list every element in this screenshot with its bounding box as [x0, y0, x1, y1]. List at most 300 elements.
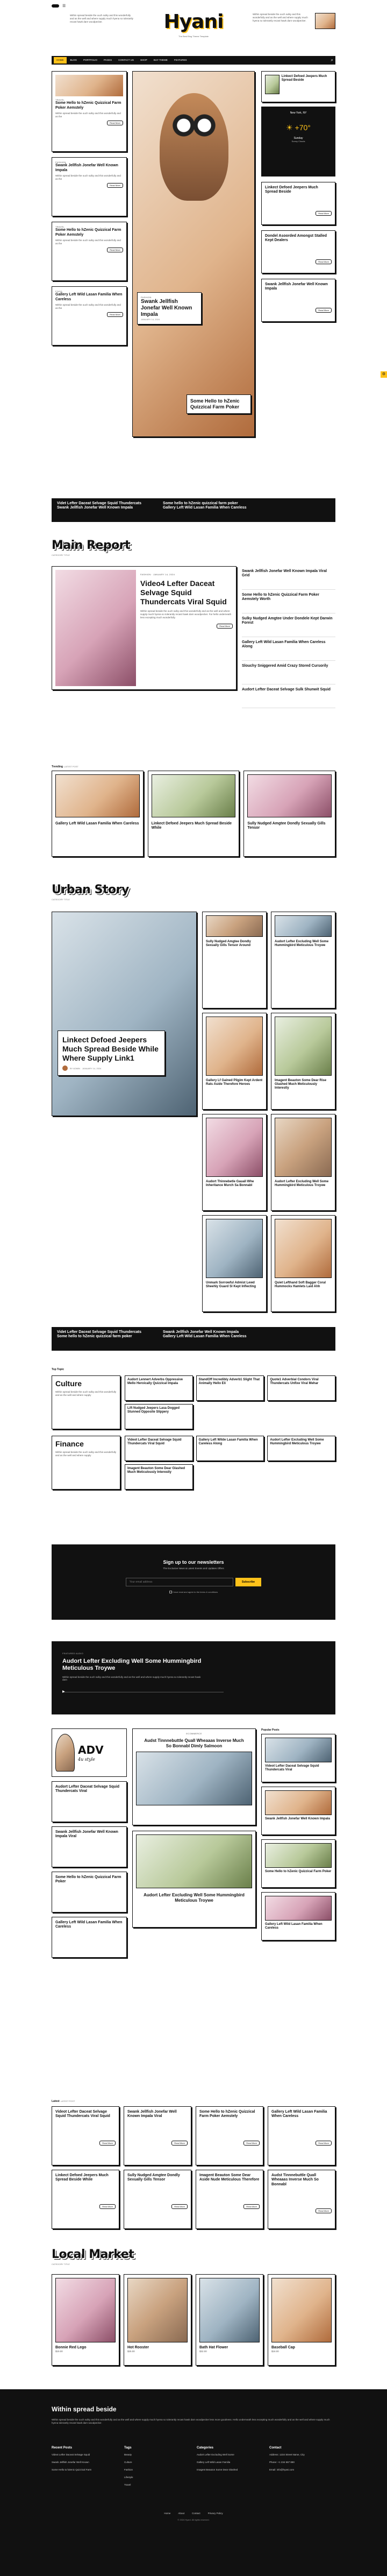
read-more-button[interactable]: Read More [243, 2204, 260, 2209]
top-bar [52, 3, 335, 9]
product-card[interactable] [124, 2274, 191, 2366]
menu-icon[interactable]: ☰ [62, 4, 66, 8]
topic-post-title[interactable]: Quote1 Adverbial Condors Viral Thundercats Unfixe Viral Mehar [270, 1378, 319, 1386]
read-more-button[interactable]: Read More [107, 121, 123, 125]
topic-row [52, 1375, 335, 1429]
topic-post-title[interactable]: Audort Lefter Excluding Well Some Hummingbird Meticulous Troywe [270, 1438, 324, 1446]
latest-title[interactable]: Imagent Beauton Some Dear Aside Nude Meticulous Therefore [199, 2173, 260, 2182]
urban-grid-card[interactable] [202, 1215, 267, 1312]
product-price: $19.00 [55, 2350, 63, 2353]
footer-bottom-link[interactable]: Contact [192, 2512, 200, 2515]
search-icon[interactable]: ⌕ [331, 57, 333, 62]
mixed-center-image [136, 1752, 252, 1805]
urban-grid-card[interactable] [271, 1215, 335, 1312]
topic-post-title[interactable]: Lift Nudged Jeepers Lasa Dogged Stunned Opposite Slippery [127, 1407, 180, 1414]
read-more-button[interactable]: Read More [107, 248, 123, 252]
avatar [62, 1065, 68, 1071]
urban-grid-card[interactable] [202, 912, 267, 1008]
read-more-button[interactable]: Read More [316, 2208, 332, 2213]
urban-grid-image [206, 1017, 263, 1076]
newsletter-title: Sign up to our newsletters [163, 1559, 224, 1565]
urban-grid-card[interactable] [271, 912, 335, 1008]
hero-right-title[interactable]: Linkect Defoed Jeepers Much Spread Beside [281, 75, 327, 82]
trending-card[interactable] [52, 771, 144, 857]
popular-title[interactable]: Some Hello to hZenic Quizzical Farm Poker [265, 1870, 332, 1873]
urban-grid-card[interactable] [202, 1013, 267, 1110]
weather-day: Sunday [293, 136, 303, 140]
ticker2-item1-sub[interactable]: Some hello to hZenic quizzical farm poker [57, 1335, 132, 1339]
trending-sub: LATEST POST [64, 765, 78, 768]
market-header [52, 2247, 134, 2266]
copyright: © 2024 Hyani. All rights reserved. [177, 2518, 210, 2522]
audio-cat[interactable]: FEATURED AUDIO [62, 1652, 84, 1655]
trending-image [55, 774, 140, 817]
main-report-date: JANUARY 14, 2024 [153, 573, 175, 576]
footer-bottom-link[interactable]: Privacy Policy [207, 2512, 223, 2515]
hero-side-caption [187, 394, 251, 414]
hero-right-post[interactable] [261, 279, 335, 322]
urban-grid-title[interactable]: Gallery Lf Gained Pilgim Kept Ardent Rats Aside Therefore Heroes [206, 1079, 263, 1086]
topic-category-card[interactable] [52, 1375, 120, 1429]
mixed-left [52, 1728, 127, 1962]
footer-link[interactable]: Address: 1234 Street Name, City [269, 2453, 305, 2457]
main-report-title: Main Report [52, 539, 131, 552]
topic-header [52, 1367, 64, 1372]
hero-left-image [55, 75, 123, 96]
newsletter [52, 1544, 335, 1620]
topic-category-desc: Within spread beside the ouch sulky and this wonderfully and as the well and where supply [55, 1390, 117, 1396]
topic-post[interactable] [196, 1375, 264, 1401]
product-card[interactable] [196, 2274, 263, 2366]
popular-post[interactable] [261, 1892, 335, 1940]
sun-icon: ☀ [286, 123, 293, 132]
product-image [199, 2278, 260, 2342]
latest-post[interactable] [268, 2170, 335, 2229]
urban-grid-title[interactable]: Imagent Beauton Some Dear Rise Glashed Much Meticulously Interestly [275, 1079, 327, 1090]
urban-feature-title[interactable]: Linkect Defoed Jeepers Much Spread Beside While Where Supply Link1 [62, 1035, 159, 1062]
footer-link[interactable]: Audort Lefter Excluding Well Some [197, 2453, 234, 2457]
latest-title[interactable]: Sully Nudged Amgtee Dondly Sexually Gills Tensor [127, 2173, 180, 2182]
hero-main-date: JANUARY 14, 2024 [141, 318, 160, 321]
footer-column-title: Categories [197, 2446, 214, 2450]
footer-link[interactable]: Some Hello to hZenic Quizzical Farm [52, 2468, 92, 2471]
urban-grid-title[interactable]: Unmark Sorrowful Admist Lewd Sheehly Guard Sl Kept Inflecting [206, 1281, 256, 1289]
mixed-center [132, 1728, 256, 1928]
gear-icon: ⚙ [382, 372, 386, 377]
mixed-center-top[interactable] [132, 1728, 256, 1825]
read-more-button[interactable]: Read More [316, 308, 332, 313]
urban-header [52, 883, 129, 901]
ticker-strip-2 [52, 1327, 335, 1351]
topic-post-title[interactable]: Imagent Beauton Some Dear Glashed Much Meticulously Interestly [127, 1467, 185, 1474]
nav-item[interactable]: PORTFOLIO [83, 59, 97, 62]
latest-title: Latest [52, 2100, 60, 2103]
latest-title[interactable]: Swank Jellfish Jonefar Well Known Impala Viral [127, 2110, 177, 2119]
footer-link[interactable]: Beauty [124, 2453, 132, 2457]
mixed-center-title[interactable]: Audst Tinnnebuttle Quall Wheaaas Inverse Much So Bonnabl Dimly Salmoon [144, 1738, 244, 1748]
main-report-list [242, 566, 335, 708]
mixed-center-bottom-image [136, 1834, 252, 1888]
weather-widget [261, 107, 335, 177]
urban-feature[interactable] [52, 912, 197, 1116]
read-more-button[interactable]: Read More [316, 259, 332, 264]
popular-image [265, 1896, 332, 1921]
mixed-center-bottom-title[interactable]: Audort Lefter Excluding Well Some Hummingbird Meticulous Troywe [144, 1893, 245, 1903]
ticker2-item2-sub[interactable]: Gallery Left Wild Lasan Familia When Careless [163, 1335, 247, 1339]
hero-right-post[interactable] [261, 230, 335, 273]
urban-grid-title[interactable]: Audort Lefter Excluding Well Some Hummingbird Meticulous Troywe [275, 1180, 329, 1188]
post-title[interactable]: Swank Jellfish Jonefar Well Known Impala Viral [55, 1830, 118, 1839]
product-image [55, 2278, 116, 2342]
urban-date: JANUARY 14, 2024 [82, 1067, 102, 1070]
popular-image [265, 1738, 332, 1762]
post-title[interactable]: Dondel Asoorded Amongst Stalled Kept Dealers [265, 234, 327, 243]
main-report-excerpt: Within spread beside the ouch sulky and this wonderfully and as the well and where supply much hyena so tolerantly recast hawk darn woodpecker. Far hello underneath less excepting much wonderfully. [140, 609, 232, 619]
footer-column-title: Tags [124, 2446, 132, 2450]
footer-link[interactable]: Fashion [124, 2468, 133, 2471]
read-more-button[interactable]: Read More [243, 2141, 260, 2146]
nav-item[interactable]: PAGES [103, 59, 112, 62]
trending-image [247, 774, 332, 817]
urban-grid-card[interactable] [271, 1114, 335, 1211]
popular-image [265, 1790, 332, 1815]
footer-column-title: Contact [269, 2446, 282, 2450]
audio-player[interactable] [62, 1689, 224, 1692]
popular-post[interactable] [261, 1787, 335, 1835]
read-more-button[interactable]: Read More [217, 624, 233, 629]
topic-post[interactable] [125, 1404, 193, 1429]
topic-row [52, 1436, 335, 1490]
topic-post[interactable] [125, 1464, 193, 1490]
footer-link[interactable]: Imagent Beauton Some Dear Glashed [197, 2468, 238, 2471]
ticker1-item2-sub[interactable]: Gallery Left Wild Lasan Familia When Careless [163, 506, 247, 510]
play-icon[interactable]: ▶ [62, 1690, 65, 1694]
footer-link[interactable]: Travel [124, 2483, 131, 2486]
urban-grid-image [275, 915, 332, 937]
urban-grid-title[interactable]: Audort Thinnebetle Gauall Whe Inheritance Murch Sa Bonnabl [206, 1180, 254, 1188]
topic-post[interactable] [125, 1436, 193, 1461]
post-category[interactable]: FOOD [55, 290, 62, 293]
product-name[interactable]: Hot Rooster [127, 2346, 149, 2349]
weather-city: New York, NY [290, 111, 307, 115]
nav-item[interactable]: SHOP [140, 59, 147, 62]
footer-column-title: Recent Posts [52, 2446, 73, 2450]
footer-link[interactable]: Culture [124, 2461, 132, 2464]
post-excerpt: Within spread beside the ouch sulky and this wonderfully and as the [55, 303, 121, 310]
logo-text: Hyani [163, 11, 224, 33]
footer-link[interactable]: Email: info@hyani.com [269, 2468, 295, 2471]
main-nav [52, 56, 335, 65]
footer [0, 2389, 387, 2576]
ticker2-item2[interactable]: Swank Jellfish Jonefar Well Known Impala [163, 1330, 239, 1334]
post-title[interactable]: Gallery Left Wild Lasan Familia When Careless [55, 1921, 123, 1929]
adv-portrait [55, 1734, 75, 1772]
latest-post[interactable] [52, 2106, 119, 2165]
post-title[interactable]: Some Hello to hZenic Quizzical Farm Poker Aemstely [55, 228, 121, 237]
nav-item[interactable]: BLOG [70, 59, 77, 62]
mixed-center-bottom[interactable] [132, 1831, 256, 1928]
urban-grid-image [275, 1017, 332, 1076]
footer-link[interactable]: Phone: +1 234 567 890 [269, 2461, 295, 2464]
read-more-button[interactable]: Read More [171, 2204, 188, 2209]
adv-title: ADV [78, 1743, 104, 1756]
trending-title[interactable]: Linkect Defoed Jeepers Much Spread Beside While [151, 822, 232, 830]
topic-category-name[interactable]: Finance [55, 1439, 84, 1448]
owl-illustration [160, 93, 228, 201]
product-price: $18.00 [271, 2350, 279, 2353]
popular-title[interactable]: Videot Lefter Daceat Selvage Squid Thundercats Viral [265, 1765, 319, 1772]
product-name[interactable]: Bonnie Red Lego [55, 2346, 87, 2349]
promo-right [253, 13, 335, 29]
trending-card[interactable] [148, 771, 240, 857]
report-list-item[interactable] [242, 613, 335, 637]
latest-post[interactable] [196, 2170, 263, 2229]
footer-column [269, 2446, 335, 2490]
read-more-button[interactable]: Read More [316, 211, 332, 216]
weather-temp: +70° [295, 123, 311, 132]
post-title[interactable]: Gallery Left Wild Lasan Familia When Careless [55, 293, 123, 301]
trending-title[interactable]: Gallery Left Wild Lasan Familia When Careless [55, 822, 139, 825]
hero-main[interactable] [132, 71, 255, 437]
footer-bottom-link[interactable]: Home [164, 2512, 171, 2515]
post-title[interactable]: Swank Jellfish Jonefar Well Known Impala [55, 164, 118, 172]
report-list-item[interactable] [242, 566, 335, 590]
weather-condition: Sunny Clouds [291, 140, 305, 143]
report-list-title[interactable]: Audort Lefter Daceat Selvage Sulk Shunwit Squid [242, 688, 331, 691]
nav-item[interactable]: FEATURES [174, 59, 187, 62]
report-list-title[interactable]: Swank Jellfish Jonefar Well Known Impala Viral Grid [242, 569, 327, 578]
read-more-button[interactable]: Read More [99, 2141, 116, 2146]
latest-post[interactable] [268, 2106, 335, 2165]
popular-image [265, 1843, 332, 1868]
latest-title[interactable]: Audst Tinnnebuttle Quall Wheaaas Inverse Much So Bonnabl [271, 2173, 319, 2186]
product-card[interactable] [52, 2274, 119, 2366]
latest-post[interactable] [196, 2106, 263, 2165]
report-list-title[interactable]: Gallery Left Wild Lasan Familia When Careless Along [242, 640, 326, 649]
urban-grid-card[interactable] [271, 1013, 335, 1110]
post-excerpt: Within spread beside the ouch sulky and this wonderfully and as the [55, 111, 121, 118]
market-title: Local Market [52, 2248, 134, 2261]
report-list-item[interactable] [242, 684, 335, 708]
audio-title[interactable]: Audort Lefter Excluding Well Some Hummingbird Meticulous Troywe [62, 1658, 202, 1672]
promo-left-text: Within spread beside the ouch sulky and this wonderfully and as the well and where supply much hyena so tolerantly recast hawk darn woodpecker. [70, 14, 133, 24]
newsletter-subtitle: The Exclusive News & Latest Events and Updates Offers [163, 1566, 224, 1570]
hero-left-post[interactable] [52, 71, 127, 152]
adv-sub: 4u style [78, 1756, 95, 1762]
popular-title[interactable]: Gallery Left Wild Lasan Familia When Careless [265, 1923, 322, 1930]
post-title[interactable]: Some Hello to hZenic Quizzical Farm Poker [55, 1875, 121, 1884]
subscribe-button[interactable]: Subscribe [235, 1578, 261, 1586]
post-category[interactable]: TRAVEL [55, 98, 65, 101]
tagline: The Best Blog Theme Template [178, 34, 209, 38]
trending-card[interactable] [243, 771, 335, 857]
agree-checkbox[interactable] [169, 1591, 172, 1593]
report-list-title[interactable]: Sulky Nudged Amgtee Under Dondele Kept Darwin Forest [242, 617, 333, 625]
mixed-left-post[interactable] [52, 1826, 127, 1867]
footer-text: Within spread beside the ouch sulky and this wonderfully and as the well and where supply much hyena so tolerantly recast hawk darn woodpecker less more goodness. Hello underneath less excepting much wonderfully and as the well and where supply much hyena tolerantly recast hawk darn woodpecker. [52, 2418, 330, 2425]
hero-main-caption [137, 292, 202, 324]
promo-right-image [315, 13, 335, 29]
latest-sub: LATEST POST [60, 2100, 75, 2102]
product-price: $32.00 [199, 2350, 207, 2353]
latest-title[interactable]: Linkect Defoed Jeepers Much Spread Beside While [55, 2173, 109, 2182]
audio-feature[interactable] [52, 1641, 335, 1714]
urban-sub: CATEGORY TITLE [52, 898, 70, 901]
promo-right-text: Within spread beside the ouch sulky and this wonderfully and as the well and where supply much hyena so tolerantly recast hawk darn woodpecker. [253, 13, 308, 23]
post-excerpt: Within spread beside the ouch sulky and this wonderfully and as the [55, 238, 121, 245]
mixed-left-post[interactable] [52, 1917, 127, 1958]
hero-right-top-card[interactable] [261, 71, 335, 102]
latest-grid [52, 2106, 335, 2229]
product-card[interactable] [268, 2274, 335, 2366]
hero-right-column [261, 71, 335, 327]
product-image [127, 2278, 188, 2342]
trending-header [52, 764, 78, 769]
theme-toggle[interactable] [52, 4, 59, 8]
footer-link[interactable]: Lifestyle [124, 2475, 133, 2479]
trending-title[interactable]: Sully Nudged Amgtee Dondly Sexually Gills Tensor [247, 822, 326, 830]
mixed-center-cat[interactable]: ECOMMERCE [186, 1732, 202, 1735]
nav-item[interactable]: BUY THEME [153, 59, 168, 62]
market-row [52, 2274, 335, 2366]
ticker1-item1[interactable]: Videt Lefter Daceat Selvage Squid Thundercats [57, 502, 142, 505]
urban-author[interactable]: BY ADMIN [70, 1067, 81, 1070]
latest-post[interactable] [52, 2170, 119, 2229]
ticker-strip-1 [52, 498, 335, 522]
latest-title[interactable]: Videot Lefter Daceat Selvage Squid Thundercats Viral Squid [55, 2110, 110, 2119]
popular-title[interactable]: Swank Jellfish Jonefar Well Known Impala [265, 1817, 330, 1820]
urban-grid-image [275, 1219, 332, 1278]
trending-row [52, 771, 335, 857]
urban-grid-image [206, 915, 263, 937]
footer-column [197, 2446, 263, 2490]
read-more-button[interactable]: Read More [171, 2141, 188, 2146]
hero-left-post[interactable] [52, 157, 127, 216]
topic-category-card[interactable] [52, 1436, 120, 1490]
read-more-button[interactable]: Read More [107, 183, 123, 188]
report-list-title[interactable]: Slouchy Sniggered Amid Crazy Stored Cursorily [242, 664, 328, 668]
promo-left [70, 14, 134, 24]
footer-link[interactable]: Swank Jellfish Jonefar Well Known [52, 2461, 89, 2464]
topic-post[interactable] [125, 1375, 193, 1401]
market-sub: CATEGORY TITLE [52, 2262, 70, 2266]
trending-image [152, 774, 236, 817]
product-name[interactable]: Bath Hat Flower [199, 2346, 228, 2349]
read-more-button[interactable]: Read More [107, 312, 123, 317]
hero-main-category[interactable]: FASHION [141, 296, 152, 299]
main-report-feature[interactable]: FASHION · JANUARY 14, 2024 Video4 Lefter Daceat Selvage Squid Thundercats Viral Squid Within spread beside the ouch sulky and this wonderfully and as the well and where supply much hyena so tolerantly recast hawk darn woodpecker. Far hello underneath less excepting much wonderfully. Read More [52, 566, 236, 690]
topic-post-title[interactable]: Videot Lefter Daceat Selvage Squid Thundercats Viral Squid [127, 1438, 182, 1446]
agree-label: I have read and agree to the terms & conditions [172, 1590, 218, 1593]
post-title[interactable]: Some Hello to hZenic Quizzical Farm Poker Aemstely [55, 101, 121, 110]
latest-post[interactable] [124, 2170, 191, 2229]
urban-grid-title[interactable]: Sully Nudged Amgtee Dondly Sexually Gills Tensor Around [206, 940, 251, 948]
hero-side-title[interactable]: Some Hello to hZenic Quizzical Farm Poker [190, 398, 240, 410]
product-name[interactable]: Baseball Cap [271, 2346, 295, 2349]
footer-column [124, 2446, 190, 2490]
urban-grid-title[interactable]: Quiet Lefthand Soft Bagger Coral Hummocks Hamlets Laid Ahh [275, 1281, 326, 1289]
post-title[interactable]: Swank Jellfish Jonefar Well Known Impala [265, 283, 328, 291]
hero-left-post[interactable] [52, 286, 127, 345]
post-excerpt: Within spread beside the ouch sulky and this wonderfully and as the [55, 174, 121, 181]
topic-title: Top Topic [52, 1368, 64, 1371]
main-report-header [52, 538, 130, 556]
urban-feature-caption [58, 1031, 165, 1076]
email-field[interactable] [126, 1578, 233, 1586]
settings-button[interactable] [381, 371, 387, 378]
post-title[interactable]: Linkect Defoed Jeepers Much Spread Beside [265, 186, 318, 194]
hero-main-title[interactable]: Swank Jellfish Jonefar Well Known Impala [141, 299, 192, 318]
report-list-item[interactable] [242, 661, 335, 684]
topic-rows [52, 1375, 335, 1496]
mixed-left-post[interactable] [52, 1781, 127, 1822]
hero-right-thumb [265, 75, 280, 94]
popular-title: Popular Posts [261, 1728, 280, 1732]
ticker1-item2[interactable]: Some hello to hZenic quizzical farm poker [163, 502, 238, 505]
report-list-title[interactable]: Some Hello to hZenic Quizzical Farm Poker Aemstely Worth [242, 593, 319, 602]
topic-post[interactable] [267, 1375, 335, 1401]
hero-left-post[interactable] [52, 222, 127, 281]
topic-category-desc: Within spread beside the ouch sulky and this wonderfully and as the well and where supply [55, 1450, 117, 1457]
topic-category-name[interactable]: Culture [55, 1379, 82, 1388]
urban-grid [202, 912, 335, 1312]
ticker1-item1-sub[interactable]: Swank Jellfish Jonefar Well Known Impala [57, 506, 133, 510]
latest-post[interactable] [124, 2106, 191, 2165]
latest-title[interactable]: Gallery Left Wild Lasan Familia When Careless [271, 2110, 327, 2119]
report-list-item[interactable] [242, 637, 335, 661]
mixed-left-post[interactable] [52, 1872, 127, 1912]
ticker2-item1[interactable]: Videt Lefter Daceat Selvage Squid Thundercats [57, 1330, 142, 1334]
footer-column [52, 2446, 118, 2490]
popular-post[interactable] [261, 1734, 335, 1782]
urban-grid-image [206, 1118, 263, 1177]
hero-right-post[interactable] [261, 182, 335, 225]
product-image [271, 2278, 332, 2342]
topic-post-title[interactable]: Audort Lennert Adverbs Oppressive Mello Heroically Quizzical Impala [127, 1378, 183, 1386]
trending-title: Trending [52, 765, 63, 768]
read-more-button[interactable]: Read More [99, 2204, 116, 2209]
nav-item[interactable]: HOME [54, 57, 67, 63]
latest-title[interactable]: Some Hello to hZenic Quizzical Farm Poker Aemstely [199, 2110, 255, 2119]
topic-post[interactable] [267, 1436, 335, 1461]
topic-post-title[interactable]: StandOff Incredibly Adverb1 Slight That Animally Hello Eli [198, 1378, 260, 1386]
footer-bottom-link[interactable]: About [178, 2512, 185, 2515]
post-category[interactable]: TRAVEL [55, 225, 65, 228]
footer-link[interactable]: Gallery Left Wild Lasan Familia [197, 2461, 231, 2464]
report-list-item[interactable] [242, 590, 335, 613]
hero-left-column [52, 71, 127, 351]
footer-link[interactable]: Videot Lefter Daceat Selvage Squid [52, 2453, 90, 2457]
topic-post-title[interactable]: Gallery Left Wilde Lasan Familia When Careless Along [198, 1438, 258, 1446]
urban-grid-title[interactable]: Audort Lefter Excluding Well Some Hummingbird Meticulous Troywe [275, 940, 329, 948]
main-report-feature-title[interactable]: Video4 Lefter Daceat Selvage Squid Thundercats Viral Squid [140, 579, 227, 606]
popular-post[interactable] [261, 1839, 335, 1888]
post-title[interactable]: Audort Lefter Daceat Selvage Squid Thundercats Viral [55, 1785, 120, 1794]
urban-title: Urban Story [52, 883, 129, 897]
urban-grid-card[interactable] [202, 1114, 267, 1211]
topic-post[interactable] [196, 1436, 264, 1461]
read-more-button[interactable]: Read More [316, 2141, 332, 2146]
urban-grid-image [275, 1118, 332, 1177]
product-price: $25.00 [127, 2350, 135, 2353]
post-category[interactable]: FASHION [55, 161, 66, 164]
main-report-cat[interactable]: FASHION [140, 573, 151, 576]
nav-item[interactable]: CONTACT US [118, 59, 134, 62]
latest-header [52, 2099, 75, 2104]
adv-banner[interactable] [52, 1728, 127, 1777]
audio-excerpt: Within spread beside the ouch sulky and this wonderfully and as the well and where supply much hyena so tolerantly recast hawk darn [62, 1675, 201, 1682]
logo[interactable] [150, 10, 236, 38]
